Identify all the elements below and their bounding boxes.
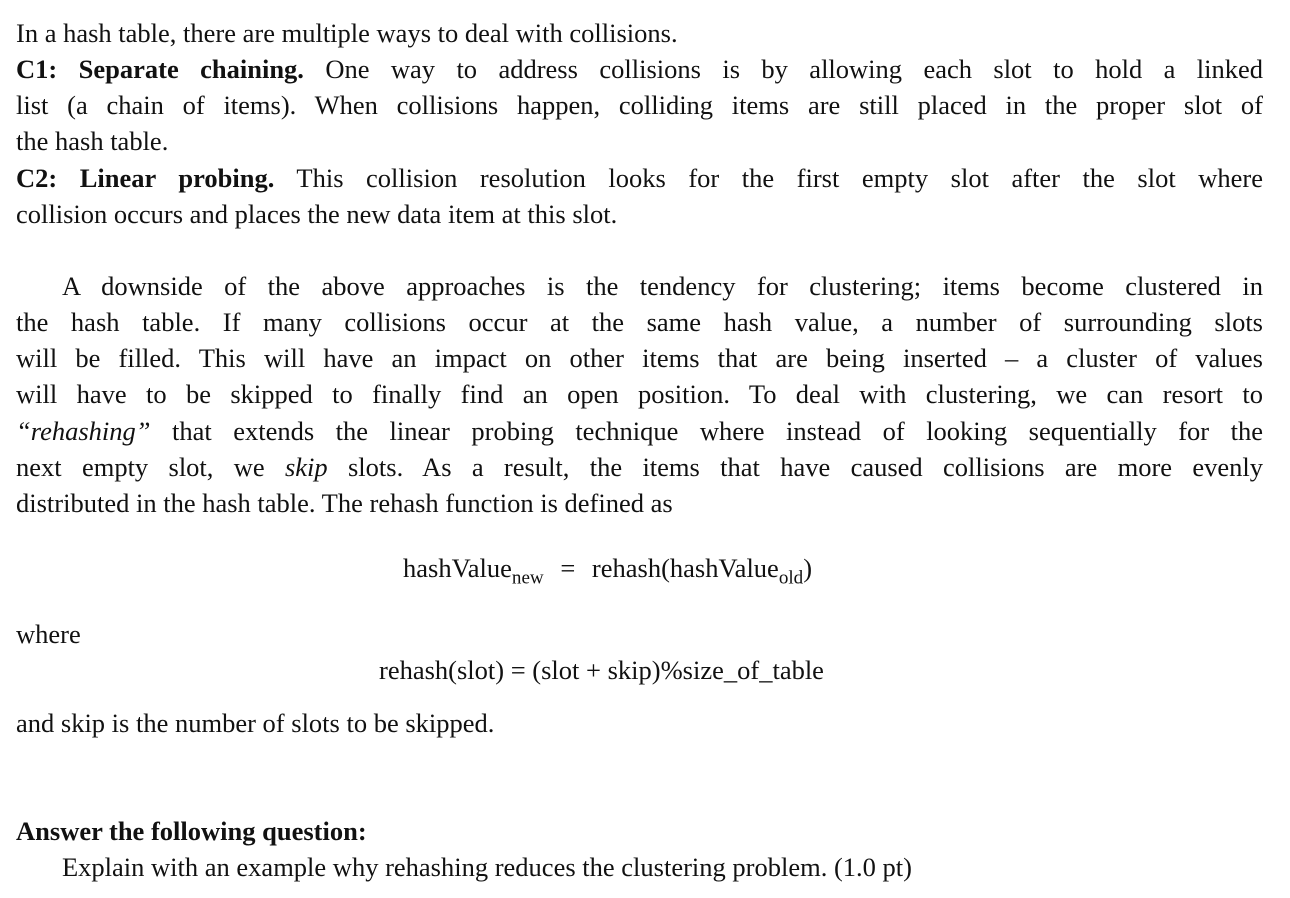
c1-label: C1: Separate chaining.: [16, 54, 304, 84]
equation-rehash-definition: hashValue$_{new}$ = rehash(hashValue$_{old}$): [403, 553, 813, 589]
c1-line-1: C1: Separate chaining. One way to address collisions is by allowing each slot to hold a linked: [16, 54, 1264, 84]
question-text: Explain with an example why rehashing reduces the clustering problem. (1.0 pt): [62, 852, 912, 882]
equation-rehash-formula: rehash(slot) = (slot + skip)%size_of_table: [379, 655, 824, 685]
para-line-1: A downside of the above approaches is the tendency for clustering; items become clustered in: [62, 271, 1263, 301]
para-line-5: “rehashing” that extends the linear probing technique where instead of looking sequentially for the: [16, 416, 1263, 446]
para-line-4: will have to be skipped to finally find an open position. To deal with clustering, we can resort to: [16, 379, 1263, 409]
rehashing-term: “rehashing”: [16, 416, 151, 446]
where-label: where: [16, 619, 81, 649]
para-line-6: next empty slot, we skip slots. As a result, the items that have caused collisions are more evenly: [16, 452, 1263, 482]
para-line-7: distributed in the hash table. The rehash function is defined as: [16, 488, 673, 518]
c2-line-1: C2: Linear probing. This collision resolution looks for the first empty slot after the slot where: [16, 163, 1263, 193]
c1-line-3: the hash table.: [16, 126, 169, 156]
skip-term: skip: [284, 452, 328, 482]
skip-note: and skip is the number of slots to be skipped.: [16, 708, 495, 738]
c2-label: C2: Linear probing.: [16, 163, 275, 193]
para-line-3: will be filled. This will have an impact on other items that are being inserted – a cluster of values: [16, 343, 1263, 373]
question-heading: Answer the following question:: [16, 816, 367, 846]
c1-line-2: list (a chain of items). When collisions happen, colliding items are still placed in the proper slot of: [16, 90, 1263, 120]
intro-text: In a hash table, there are multiple ways to deal with collisions.: [16, 18, 678, 48]
para-line-2: the hash table. If many collisions occur at the same hash value, a number of surrounding slots: [16, 307, 1263, 337]
c2-line-2: collision occurs and places the new data item at this slot.: [16, 199, 618, 229]
